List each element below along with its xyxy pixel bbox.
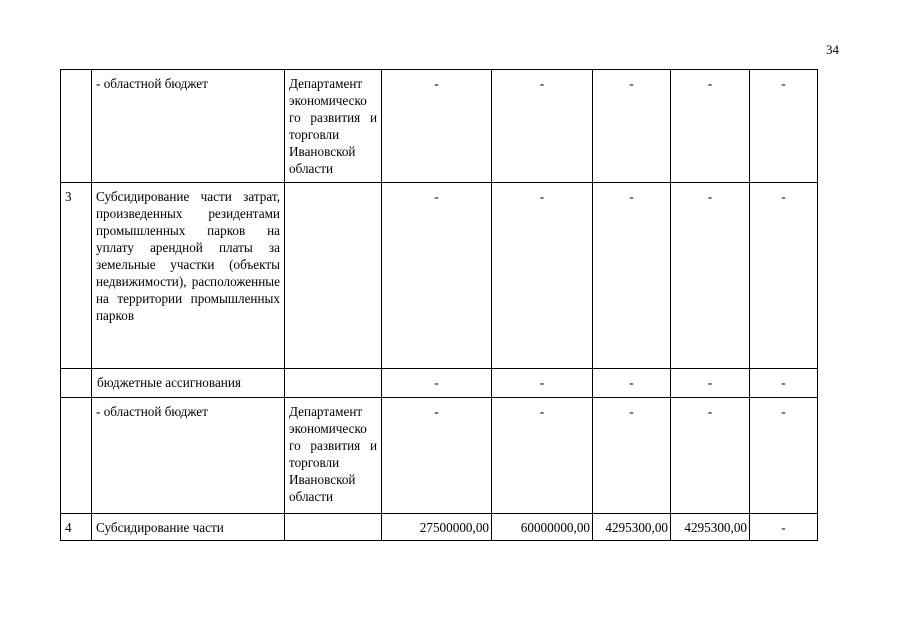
row-value-5: - — [750, 514, 818, 541]
row-number: 3 — [61, 183, 92, 369]
row-executor — [285, 183, 382, 369]
row-value-1: - — [382, 398, 492, 514]
row-description: Субсидирование части — [92, 514, 285, 541]
row-value-2: - — [492, 70, 593, 183]
row-value-3: - — [593, 70, 671, 183]
row-value-4: - — [671, 70, 750, 183]
row-number — [61, 369, 92, 398]
row-value-5: - — [750, 398, 818, 514]
row-number — [61, 70, 92, 183]
page-number: 34 — [826, 42, 839, 57]
table-row — [61, 398, 818, 514]
table-row — [61, 514, 818, 541]
row-executor: Департамент экономическо го развития и торговли Ивановской области — [285, 70, 382, 183]
row-description: бюджетные ассигнования — [92, 369, 285, 398]
row-value-3: - — [593, 183, 671, 369]
row-value-4: 4295300,00 — [671, 514, 750, 541]
row-value-4: - — [671, 183, 750, 369]
row-executor: Департамент экономическо го развития и торговли Ивановской области — [285, 398, 382, 514]
row-executor — [285, 514, 382, 541]
row-value-3: - — [593, 398, 671, 514]
row-value-1: - — [382, 183, 492, 369]
row-value-3: - — [593, 369, 671, 398]
row-description: Субсидирование части затрат, произведенных резидентами промышленных парков на уплату арендной платы за земельные участки (объекты недвижимости), расположенные на территории промышленных парков — [92, 183, 285, 369]
table-row — [61, 183, 818, 369]
row-value-1: - — [382, 369, 492, 398]
row-value-1: 27500000,00 — [382, 514, 492, 541]
row-description: - областной бюджет — [92, 70, 285, 183]
row-description: - областной бюджет — [92, 398, 285, 514]
row-number — [61, 398, 92, 514]
row-value-1: - — [382, 70, 492, 183]
row-value-4: - — [671, 369, 750, 398]
row-value-2: - — [492, 183, 593, 369]
row-value-2: - — [492, 369, 593, 398]
table-row — [61, 70, 818, 183]
row-number: 4 — [61, 514, 92, 541]
row-value-4: - — [671, 398, 750, 514]
row-value-3: 4295300,00 — [593, 514, 671, 541]
row-value-2: - — [492, 398, 593, 514]
row-value-5: - — [750, 369, 818, 398]
row-value-2: 60000000,00 — [492, 514, 593, 541]
row-value-5: - — [750, 183, 818, 369]
row-value-5: - — [750, 70, 818, 183]
program-financing-table — [60, 69, 818, 541]
table-row — [61, 369, 818, 398]
row-executor — [285, 369, 382, 398]
